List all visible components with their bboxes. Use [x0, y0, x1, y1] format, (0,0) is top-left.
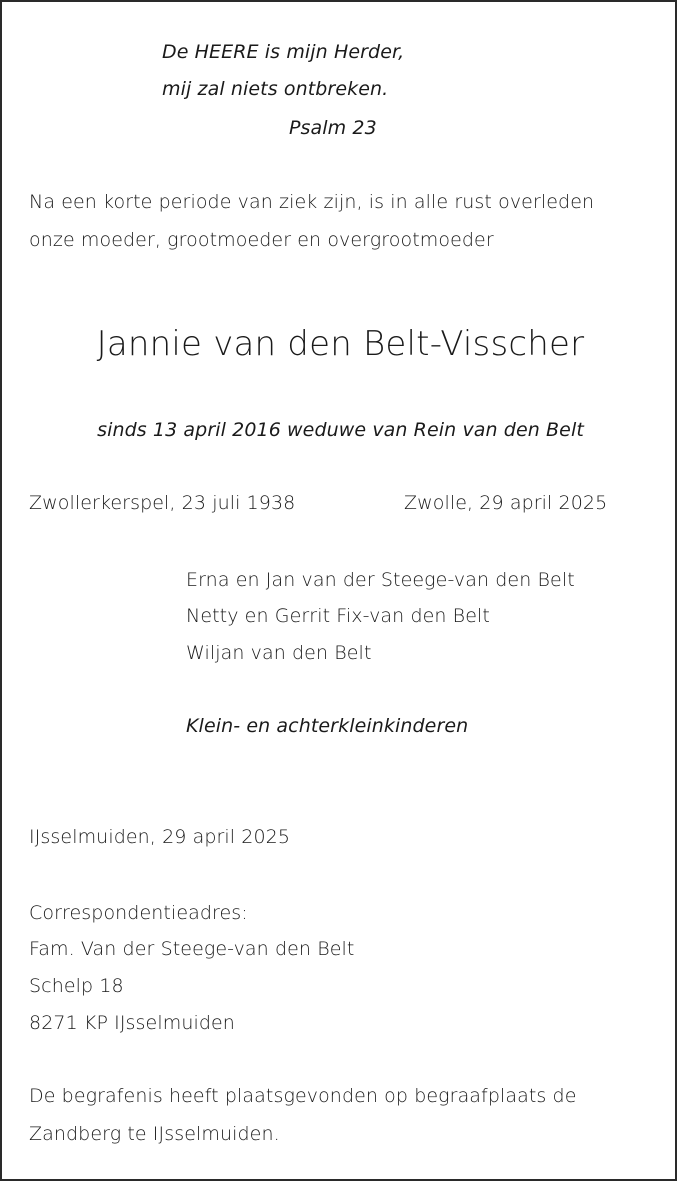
verse-line-1: De HEERE is mijn Herder,	[162, 41, 405, 63]
correspondence-city: 8271 KP IJsselmuiden	[29, 1012, 235, 1034]
family-member: Wiljan van den Belt	[186, 642, 372, 664]
deceased-name: Jannie van den Belt-Visscher	[96, 324, 585, 364]
intro-line-2: onze moeder, grootmoeder en overgrootmoeder	[29, 229, 494, 251]
family-member: Netty en Gerrit Fix-van den Belt	[186, 605, 490, 627]
birth-place-date: Zwollerkerspel, 23 juli 1938	[29, 492, 296, 514]
funeral-line-2: Zandberg te IJsselmuiden.	[29, 1123, 280, 1145]
funeral-line-1: De begrafenis heeft plaatsgevonden op begraafplaats de	[29, 1085, 577, 1107]
place-date: IJsselmuiden, 29 april 2025	[29, 826, 291, 848]
death-place-date: Zwolle, 29 april 2025	[404, 492, 608, 514]
verse-line-2: mij zal niets ontbreken.	[162, 78, 389, 100]
widow-line: sinds 13 april 2016 weduwe van Rein van den Belt	[97, 419, 584, 441]
correspondence-name: Fam. Van der Steege-van den Belt	[29, 938, 355, 960]
grandchildren-line: Klein- en achterkleinkinderen	[186, 715, 469, 737]
correspondence-street: Schelp 18	[29, 975, 124, 997]
family-member: Erna en Jan van der Steege-van den Belt	[186, 569, 575, 591]
verse-source: Psalm 23	[289, 117, 377, 139]
correspondence-label: Correspondentieadres:	[29, 902, 248, 924]
intro-line-1: Na een korte periode van ziek zijn, is in alle rust overleden	[29, 191, 595, 213]
